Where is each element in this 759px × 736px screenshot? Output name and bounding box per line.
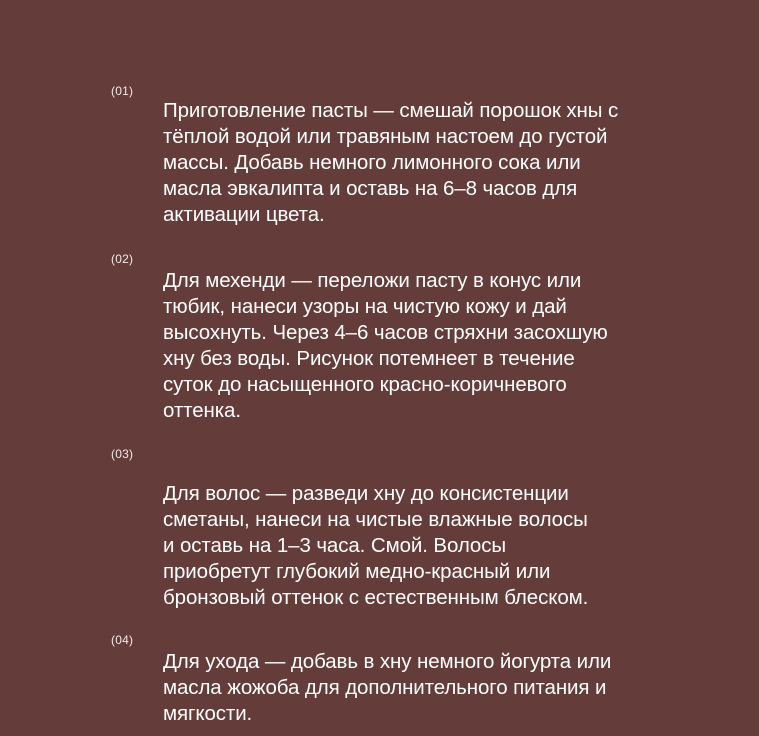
step-text-line: и оставь на 1–3 часа. Смой. Волосы <box>163 534 507 557</box>
step-text-line: Для волос — разведи хну до консистенции <box>163 482 569 505</box>
step-text <box>163 649 663 727</box>
step-number: (04) <box>111 633 134 647</box>
step-number: (01) <box>111 84 134 98</box>
step-text <box>163 98 663 228</box>
step-text-line: приобретут глубокий медно-красный или <box>163 560 551 583</box>
step-text-line: Приготовление пасты — смешай порошок хны с <box>163 99 619 122</box>
step-text-line: мягкости. <box>163 702 253 725</box>
step-number: (02) <box>111 252 134 266</box>
step-text-line: тёплой водой или травяным настоем до густой <box>163 125 608 148</box>
step-text-line: масла жожоба для дополнительного питания и <box>163 676 607 699</box>
step-text-line: сметаны, нанеси на чистые влажные волосы <box>163 508 588 531</box>
step-text-line: хну без воды. Рисунок потемнеет в течение <box>163 347 575 370</box>
step-text-line: оттенка. <box>163 399 241 422</box>
step-text <box>163 268 663 424</box>
step-number: (03) <box>111 447 134 461</box>
step-text <box>163 481 663 611</box>
step-text-line: высохнуть. Через 4–6 часов стряхни засохшую <box>163 321 608 344</box>
step-text-line: Для ухода — добавь в хну немного йогурта или <box>163 650 612 673</box>
step-text-line: суток до насыщенного красно-коричневого <box>163 373 567 396</box>
step-text-line: бронзовый оттенок с естественным блеском. <box>163 586 589 609</box>
step-text-line: массы. Добавь немного лимонного сока или <box>163 151 581 174</box>
step-text-line: масла эвкалипта и оставь на 6–8 часов для <box>163 177 578 200</box>
step-text-line: Для мехенди — переложи пасту в конус или <box>163 269 582 292</box>
step-text-line: тюбик, нанеси узоры на чистую кожу и дай <box>163 295 567 318</box>
step-text-line: активации цвета. <box>163 203 325 226</box>
